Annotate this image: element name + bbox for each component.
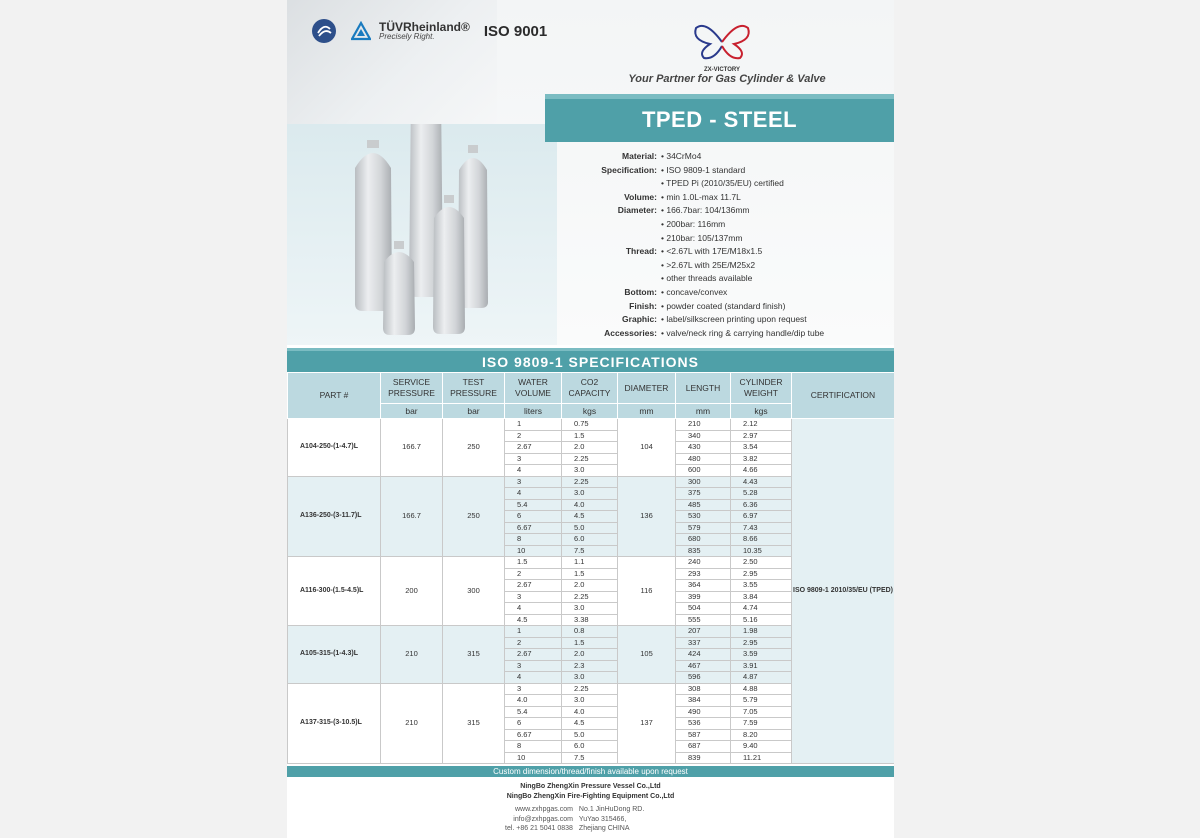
spec-value: • min 1.0L-max 11.7L	[661, 191, 741, 202]
column-header: CERTIFICATION	[792, 373, 895, 419]
co2-capacity: 2.0	[562, 442, 618, 454]
cylinder-weight: 1.98	[731, 626, 792, 638]
spec-label: Thread:	[625, 246, 657, 257]
water-volume: 1	[505, 626, 562, 638]
spec-label: Material:	[622, 151, 657, 161]
water-volume: 2.67	[505, 442, 562, 454]
spec-label	[545, 218, 661, 232]
cylinder-weight: 8.20	[731, 729, 792, 741]
co2-capacity: 1.5	[562, 430, 618, 442]
length: 587	[676, 729, 731, 741]
cylinder-weight: 4.43	[731, 476, 792, 488]
length: 293	[676, 568, 731, 580]
length: 430	[676, 442, 731, 454]
cylinder-weight: 2.97	[731, 430, 792, 442]
diameter: 137	[618, 683, 676, 764]
water-volume: 2	[505, 637, 562, 649]
part-number: A105-315-(1-4.3)L	[288, 626, 381, 684]
column-unit: kgs	[562, 404, 618, 419]
product-title: TPED - STEEL	[641, 107, 798, 132]
co2-capacity: 2.0	[562, 580, 618, 592]
co2-capacity: 2.0	[562, 649, 618, 661]
column-header: SERVICE PRESSURE	[381, 373, 443, 404]
co2-capacity: 1.5	[562, 637, 618, 649]
part-number: A136-250-(3-11.7)L	[288, 476, 381, 557]
column-unit: mm	[618, 404, 676, 419]
cylinder-weight: 2.12	[731, 419, 792, 431]
co2-capacity: 4.5	[562, 511, 618, 523]
cylinders-image	[287, 124, 557, 345]
diameter: 104	[618, 419, 676, 477]
spec-row	[545, 327, 894, 341]
cylinder-weight: 3.59	[731, 649, 792, 661]
co2-capacity: 6.0	[562, 741, 618, 753]
water-volume: 4	[505, 603, 562, 615]
tagline: Your Partner for Gas Cylinder & Valve	[628, 73, 826, 85]
length: 467	[676, 660, 731, 672]
water-volume: 3	[505, 660, 562, 672]
column-unit: liters	[505, 404, 562, 419]
spec-value: • valve/neck ring & carrying handle/dip tube	[661, 327, 825, 338]
length: 384	[676, 695, 731, 707]
length: 337	[676, 637, 731, 649]
length: 680	[676, 534, 731, 546]
spec-label: Specification:	[601, 164, 657, 175]
spec-row	[545, 272, 894, 286]
length: 835	[676, 545, 731, 557]
water-volume: 6.67	[505, 729, 562, 741]
water-volume: 6.67	[505, 522, 562, 534]
cylinder-weight: 4.87	[731, 672, 792, 684]
water-volume: 4	[505, 672, 562, 684]
spec-row	[545, 313, 894, 327]
spec-label	[545, 272, 661, 286]
part-number: A116-300-(1.5-4.5)L	[288, 557, 381, 626]
spec-value: • 166.7bar: 104/136mm	[661, 205, 750, 216]
company-footer	[287, 782, 894, 801]
brochure-sheet	[287, 0, 894, 838]
spec-label: Accessories:	[604, 327, 657, 338]
length: 375	[676, 488, 731, 500]
cylinder-weight: 3.55	[731, 580, 792, 592]
cylinder-weight: 11.21	[731, 752, 792, 764]
water-volume: 1	[505, 419, 562, 431]
length: 536	[676, 718, 731, 730]
water-volume: 3	[505, 591, 562, 603]
spec-row	[545, 232, 894, 246]
water-volume: 2.67	[505, 580, 562, 592]
water-volume: 6	[505, 511, 562, 523]
spec-value: • <2.67L with 17E/M18x1.5	[661, 246, 763, 257]
water-volume: 2	[505, 430, 562, 442]
cylinder-weight: 3.82	[731, 453, 792, 465]
cylinder-weight: 8.66	[731, 534, 792, 546]
length: 308	[676, 683, 731, 695]
cylinder-weight: 5.79	[731, 695, 792, 707]
column-unit: mm	[676, 404, 731, 419]
service-pressure: 210	[381, 626, 443, 684]
spec-row	[545, 191, 894, 205]
cylinder-weight: 2.50	[731, 557, 792, 569]
length: 207	[676, 626, 731, 638]
website-link[interactable]: www.zxhpgas.com	[514, 806, 573, 813]
co2-capacity: 3.0	[562, 672, 618, 684]
water-volume: 2	[505, 568, 562, 580]
email-link[interactable]: info@zxhpgas.com	[513, 815, 573, 823]
length: 687	[676, 741, 731, 753]
water-volume: 8	[505, 741, 562, 753]
length: 530	[676, 511, 731, 523]
cylinder-weight: 10.35	[731, 545, 792, 557]
length: 480	[676, 453, 731, 465]
spec-table-banner	[287, 348, 894, 372]
spec-value: • 200bar: 116mm	[661, 218, 726, 229]
co2-capacity: 2.25	[562, 476, 618, 488]
tuv-name: TÜVRheinland®	[379, 19, 470, 34]
hero-section	[287, 0, 894, 345]
iso-9001-label: ISO 9001	[483, 22, 548, 40]
test-pressure: 300	[443, 557, 505, 626]
table-row	[288, 419, 895, 431]
cylinder-weight: 7.05	[731, 706, 792, 718]
spec-label: Graphic:	[622, 314, 657, 325]
spec-row	[545, 300, 894, 314]
service-pressure: 166.7	[381, 419, 443, 477]
co2-capacity: 5.0	[562, 729, 618, 741]
length: 504	[676, 603, 731, 615]
spec-table-body	[288, 419, 895, 764]
co2-capacity: 4.5	[562, 718, 618, 730]
contact-block	[505, 805, 685, 834]
water-volume: 8	[505, 534, 562, 546]
phone-number: tel. +86 21 5041 0838	[505, 825, 573, 833]
co2-capacity: 0.75	[562, 419, 618, 431]
co2-capacity: 6.0	[562, 534, 618, 546]
part-number: A104-250-(1-4.7)L	[288, 419, 381, 477]
length: 490	[676, 706, 731, 718]
length: 555	[676, 614, 731, 626]
butterfly-logo-icon	[692, 22, 752, 62]
spec-value: • 210bar: 105/137mm	[661, 232, 743, 243]
spec-label	[545, 232, 661, 246]
spec-row	[545, 218, 894, 232]
water-volume: 3	[505, 683, 562, 695]
cylinder-weight: 6.97	[731, 511, 792, 523]
column-header: CYLINDER WEIGHT	[731, 373, 792, 404]
tuv-tagline: Precisely Right.	[379, 32, 435, 42]
brand-name: ZX-VICTORY	[703, 67, 740, 73]
co2-capacity: 2.25	[562, 591, 618, 603]
co2-capacity: 3.0	[562, 603, 618, 615]
spec-value: • other threads available	[661, 273, 753, 284]
length: 596	[676, 672, 731, 684]
co2-capacity: 5.0	[562, 522, 618, 534]
cylinder-weight: 5.16	[731, 614, 792, 626]
water-volume: 2.67	[505, 649, 562, 661]
tuv-triangle-icon	[351, 21, 371, 41]
cylinder-medium	[433, 195, 465, 334]
service-pressure: 210	[381, 683, 443, 764]
address-line-2: YuYao 315466,	[578, 815, 627, 823]
cylinder-weight: 4.74	[731, 603, 792, 615]
water-volume: 1.5	[505, 557, 562, 569]
column-header: WATER VOLUME	[505, 373, 562, 404]
spec-label: Bottom:	[624, 286, 657, 297]
brand-logo	[682, 22, 762, 73]
co2-capacity: 7.5	[562, 752, 618, 764]
water-volume: 5.4	[505, 706, 562, 718]
spec-list	[545, 150, 894, 340]
spec-value: • ISO 9809-1 standard	[661, 164, 746, 175]
length: 399	[676, 591, 731, 603]
cylinder-photo-area	[287, 124, 557, 345]
length: 364	[676, 580, 731, 592]
spec-value: • TPED Pi (2010/35/EU) certified	[661, 178, 784, 189]
cylinder-weight: 4.88	[731, 683, 792, 695]
test-pressure: 315	[443, 683, 505, 764]
column-header: PART #	[288, 373, 381, 419]
cylinder-weight: 2.95	[731, 637, 792, 649]
cylinder-weight: 9.40	[731, 741, 792, 753]
column-header: CO2 CAPACITY	[562, 373, 618, 404]
length: 839	[676, 752, 731, 764]
service-pressure: 200	[381, 557, 443, 626]
cylinder-weight: 6.36	[731, 499, 792, 511]
co2-capacity: 7.5	[562, 545, 618, 557]
spec-value: • concave/convex	[661, 286, 728, 297]
water-volume: 4.5	[505, 614, 562, 626]
diameter: 105	[618, 626, 676, 684]
co2-capacity: 3.38	[562, 614, 618, 626]
co2-capacity: 4.0	[562, 706, 618, 718]
cylinder-weight: 5.28	[731, 488, 792, 500]
diameter: 136	[618, 476, 676, 557]
spec-value: • 34CrMo4	[661, 151, 702, 161]
custom-note-bar: Custom dimension/thread/finish available upon request	[287, 766, 894, 777]
cylinder-weight: 3.84	[731, 591, 792, 603]
spec-row	[545, 204, 894, 218]
water-volume: 4	[505, 465, 562, 477]
product-title-bar	[545, 94, 894, 142]
length: 240	[676, 557, 731, 569]
cylinder-weight: 7.59	[731, 718, 792, 730]
spec-row	[545, 164, 894, 178]
cylinder-weight: 7.43	[731, 522, 792, 534]
water-volume: 4	[505, 488, 562, 500]
co2-capacity: 3.0	[562, 465, 618, 477]
spec-label	[545, 177, 661, 191]
length: 424	[676, 649, 731, 661]
column-unit: kgs	[731, 404, 792, 419]
spec-row	[545, 286, 894, 300]
spec-row	[545, 259, 894, 273]
column-unit: bar	[381, 404, 443, 419]
address-line-3: Zhejiang CHINA	[578, 825, 630, 833]
column-header: TEST PRESSURE	[443, 373, 505, 404]
spec-label: Diameter:	[617, 205, 657, 216]
length: 600	[676, 465, 731, 477]
part-number: A137-315-(3-10.5)L	[288, 683, 381, 764]
spec-label	[545, 259, 661, 273]
length: 579	[676, 522, 731, 534]
test-pressure: 250	[443, 419, 505, 477]
length: 210	[676, 419, 731, 431]
spec-value: • powder coated (standard finish)	[661, 300, 786, 311]
test-pressure: 250	[443, 476, 505, 557]
co2-capacity: 2.25	[562, 453, 618, 465]
column-header: DIAMETER	[618, 373, 676, 404]
spec-label: Volume:	[624, 191, 657, 202]
cylinder-weight: 2.95	[731, 568, 792, 580]
co2-capacity: 2.25	[562, 683, 618, 695]
spec-table-title: ISO 9809-1 SPECIFICATIONS	[482, 354, 699, 370]
spec-value: • label/silkscreen printing upon request	[661, 314, 807, 325]
water-volume: 3	[505, 453, 562, 465]
water-volume: 3	[505, 476, 562, 488]
cylinder-weight: 4.66	[731, 465, 792, 477]
co2-capacity: 3.0	[562, 695, 618, 707]
company-name-2: NingBo ZhengXin Fire-Fighting Equipment Co.,Ltd	[506, 792, 675, 800]
spec-row	[545, 177, 894, 191]
spec-row	[545, 245, 894, 259]
water-volume: 4.0	[505, 695, 562, 707]
diameter: 116	[618, 557, 676, 626]
length: 300	[676, 476, 731, 488]
company-name-1: NingBo ZhengXin Pressure Vessel Co.,Ltd	[520, 783, 661, 790]
length: 340	[676, 430, 731, 442]
co2-capacity: 4.0	[562, 499, 618, 511]
cylinder-weight: 3.54	[731, 442, 792, 454]
address-line-1: No.1 JinHuDong RD.	[578, 806, 645, 813]
co2-capacity: 0.8	[562, 626, 618, 638]
tuv-logo	[379, 21, 470, 42]
length: 485	[676, 499, 731, 511]
spec-table	[287, 372, 894, 764]
column-unit: bar	[443, 404, 505, 419]
co2-capacity: 1.5	[562, 568, 618, 580]
water-volume: 10	[505, 752, 562, 764]
cylinder-weight: 3.91	[731, 660, 792, 672]
column-header: LENGTH	[676, 373, 731, 404]
co2-capacity: 3.0	[562, 488, 618, 500]
spec-label: Finish:	[629, 300, 657, 311]
service-pressure: 166.7	[381, 476, 443, 557]
co2-capacity: 1.1	[562, 557, 618, 569]
certification: ISO 9809-1 2010/35/EU (TPED)	[792, 419, 895, 764]
spec-row	[545, 150, 894, 164]
co2-capacity: 2.3	[562, 660, 618, 672]
test-pressure: 315	[443, 626, 505, 684]
spec-value: • >2.67L with 25E/M25x2	[661, 259, 756, 270]
water-volume: 6	[505, 718, 562, 730]
water-volume: 5.4	[505, 499, 562, 511]
certification-logos	[311, 18, 547, 44]
dot-logo-icon	[311, 18, 337, 44]
water-volume: 10	[505, 545, 562, 557]
spec-table-header	[288, 373, 895, 419]
